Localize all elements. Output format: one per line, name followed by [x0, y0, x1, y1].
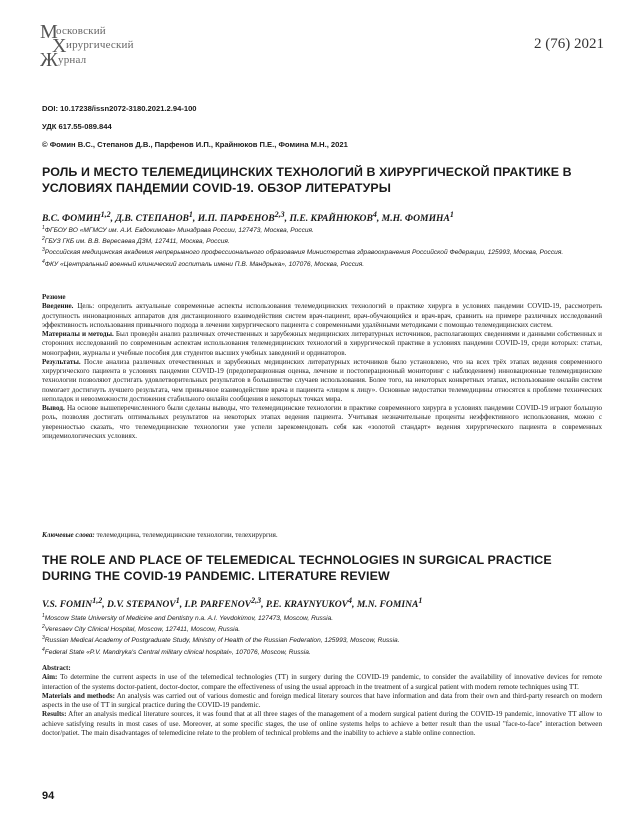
logo-word-1: осковский: [56, 25, 106, 37]
ru-keywords-label: Ключевые слова:: [42, 531, 95, 539]
logo-letter-zh: Ж: [40, 49, 58, 71]
en-affiliation: $^4$Federal State «P.V. Mandryka's Central military clinical hospital», 107076, Moscow, Russia.: [42, 646, 311, 656]
page-number: 94: [42, 790, 55, 802]
en-abstract: [42, 664, 602, 738]
en-methods-paragraph: [42, 692, 602, 711]
ru-abstract: [42, 293, 602, 441]
ru-intro-label: Введение.: [42, 302, 74, 311]
en-results-paragraph: [42, 710, 602, 738]
affiliation-marker: 4: [42, 258, 45, 265]
ru-keywords: [42, 531, 602, 539]
en-aim-text: To determine the current aspects in use of the telemedical technologies (TT) in surgery during the COVID-19 pandemic, to consider the availability of innovative devices for remote interaction of the systems doctor-patient, doctor-doctor, compare the effectiveness of using the usual approach in the treatment of a surgical patient with modern remote techniques using TT.: [42, 673, 602, 691]
ru-affiliation: $^2$ГБУЗ ГКБ им. В.В. Вересаева ДЗМ, 127411, Москва, Россия.: [42, 236, 230, 246]
ru-conclusion-text: На основе вышеперечисленного были сделаны выводы, что телемедицинские технологии в практике современного хирурга в условиях пандемии COVID-19 играют большую роль, позволяя достигать оптимальных результатов на некоторых этапах ведения пациента. Учитывая незначительные проценты неэффективного использования, можно с уверенностью сказать, что телемедицинские технологии уже успели зарекомендовать себя как «золотой стандарт» ведения хирургического пациента в современных эпидемиологических условиях.: [42, 404, 602, 440]
en-results-text: After an analysis medical literature sources, it was found that at all three stages of the management of a modern surgical patient during the COVID-19 pandemic, innovative TT allow to achieve satisfying results in most cases of use. Moreover, at some specific stages, the use of online systems helps to achieve a better result than the usual "face-to-face" interaction between doctor/patiet. The main disadvantages of telemedicine relate to the problem of technical problems and the inability to achieve a stable online connection.: [42, 710, 602, 737]
affiliation-marker: 1: [42, 613, 45, 619]
ru-intro-text: Цель: определить актуальные современные аспекты использования телемедицинских технологий в практике хирурга в условиях пандемии COVID-19, рассмотреть доступность инновационных аппаратов для дистанционного взаимодействия систем врач-пациент, врач-обучающийся и врач-врач, сравнить на примере различных исследований эффективность использования привычного подхода в лечении хирургического пациента с современными удалёнными методиками с помощью телемедицинских систем.: [42, 302, 602, 329]
journal-logo: [40, 20, 170, 70]
en-aim-label: Aim:: [42, 673, 58, 682]
logo-letter-m: М: [40, 21, 58, 43]
affiliation-marker: 1: [42, 225, 45, 231]
en-methods-text: An analysis was carried out of various domestic and foreign medical literary sources that have information and data from their own and third-party research on modern aspects in the use of TT in surgical practice during the COVID-19 pandemic.: [42, 691, 602, 709]
affiliation-marker: 4: [42, 646, 45, 653]
ru-affiliation: $^4$ФКУ «Центральный военный клинический госпиталь имени П.В. Мандрыка», 107076, Москва, Россия.: [42, 258, 365, 268]
copyright: © Фомин В.С., Степанов Д.В., Парфенов И.П., Крайнюков П.Е., Фомина М.Н., 2021: [42, 140, 348, 149]
en-authors: V.S. FOMIN$^{1,2}$, D.V. STEPANOV$^1$, I.P. PARFENOV$^{2,3}$, P.E. KRAYNYUKOV$^4$, M.N. FOMINA$^1$: [42, 596, 423, 611]
ru-methods-text: Был проведён анализ различных отечественных и зарубежных медицинских литературных источников, располагающих сведениями и данными собственных и сторонних исследований по современным аспектам использования телемедицинских технологий в хирургической практике в условиях пандемии COVID-19, среди которых: статьи, монографии, журналы и учебные пособия для студентов высших учебных заведений и ординаторов.: [42, 330, 602, 357]
ru-abstract-heading: Резюме: [42, 293, 66, 301]
affiliation-marker: 3: [42, 635, 45, 642]
en-methods-label: Materials and methods:: [42, 691, 115, 700]
ru-results-paragraph: [42, 358, 602, 404]
en-affiliation: $^3$Russian Medical Academy of Postgraduate Study, Ministry of Health of the Russian Federation, 125993, Moscow, Russia.: [42, 635, 400, 645]
ru-keywords-text: телемедицина, телемедицинские технологии, телехирургия.: [94, 531, 278, 539]
en-results-label: Results:: [42, 710, 67, 719]
ru-authors: В.С. ФОМИН$^{1,2}$, Д.В. СТЕПАНОВ$^1$, И.П. ПАРФЕНОВ$^{2,3}$, П.Е. КРАЙНЮКОВ$^4$, М.Н. ФОМИНА$^1$: [42, 210, 454, 225]
ru-affiliation: $^1$ФГБОУ ВО «МГМСУ им. А.И. Евдокимова» Минздрава России, 127473, Москва, Россия.: [42, 225, 314, 235]
logo-letter-h: Х: [52, 35, 67, 57]
udc: УДК 617.55-089.844: [42, 122, 112, 131]
affiliation-marker: 2: [42, 624, 45, 631]
affiliation-marker: 2: [42, 236, 45, 243]
en-title: THE ROLE AND PLACE OF TELEMEDICAL TECHNOLOGIES IN SURGICAL PRACTICE DURING THE COVID-19 PANDEMIC. LITERATURE REVIEW: [42, 553, 552, 583]
ru-methods-paragraph: [42, 330, 602, 358]
en-abstract-heading: Abstract:: [42, 664, 71, 672]
ru-affiliations: [42, 224, 582, 269]
ru-results-label: Результаты.: [42, 357, 81, 366]
en-aim-paragraph: [42, 673, 602, 692]
ru-title: РОЛЬ И МЕСТО ТЕЛЕМЕДИЦИНСКИХ ТЕХНОЛОГИЙ В ХИРУРГИЧЕСКОЙ ПРАКТИКЕ В УСЛОВИЯХ ПАНДЕМИИ COVID-19. ОБЗОР ЛИТЕРАТУРЫ: [42, 165, 572, 195]
ru-conclusion-paragraph: [42, 404, 602, 441]
doi: DOI: 10.17238/issn2072-3180.2021.2.94-100: [42, 104, 197, 113]
ru-results-text: После анализа различных отечественных и зарубежных медицинских литературных источников было установлено, что на всех трёх этапах ведения современного хирургического пациента в условиях пандемии COVID-19 (предоперационная оценка, лечение и постоперационный мониторинг с наблюдением) инновационные телемедицинские технологии позволяют достигать удовлетворительных результатов в большинстве случаев использования. Более того, на некоторых конкретных этапах, использование онлайн систем помогает достигнуть лучшего результата, чем привычное взаимодействие врача и пациента «лицом к лицу». Основные недостатки телемедицины относятся к проблеме технических неполадок и невозможности достижения стабильного онлайн сообщения в некоторых точках мира.: [42, 357, 602, 403]
ru-methods-label: Материалы и методы.: [42, 330, 114, 338]
en-affiliation: $^1$Moscow State University of Medicine and Dentistry n.a. A.I. Yevdokimov, 127473, Moscow, Russia.: [42, 613, 334, 623]
ru-conclusion-label: Вывод.: [42, 404, 65, 412]
issue-number: 2 (76) 2021: [534, 36, 604, 52]
en-affiliations: [42, 612, 582, 657]
en-affiliation: $^2$Veresaev City Clinical Hospital, Moscow, 127411, Moscow, Russia.: [42, 624, 241, 634]
ru-intro-paragraph: [42, 302, 602, 330]
ru-affiliation: $^3$Российская медицинская академия непрерывного профессионального образования Министерства здравоохранения Российской Федерации, 125993, Москва, Россия.: [42, 247, 564, 257]
affiliation-marker: 3: [42, 247, 45, 254]
logo-word-2: ирургический: [66, 39, 134, 51]
logo-word-3: урнал: [58, 54, 87, 66]
